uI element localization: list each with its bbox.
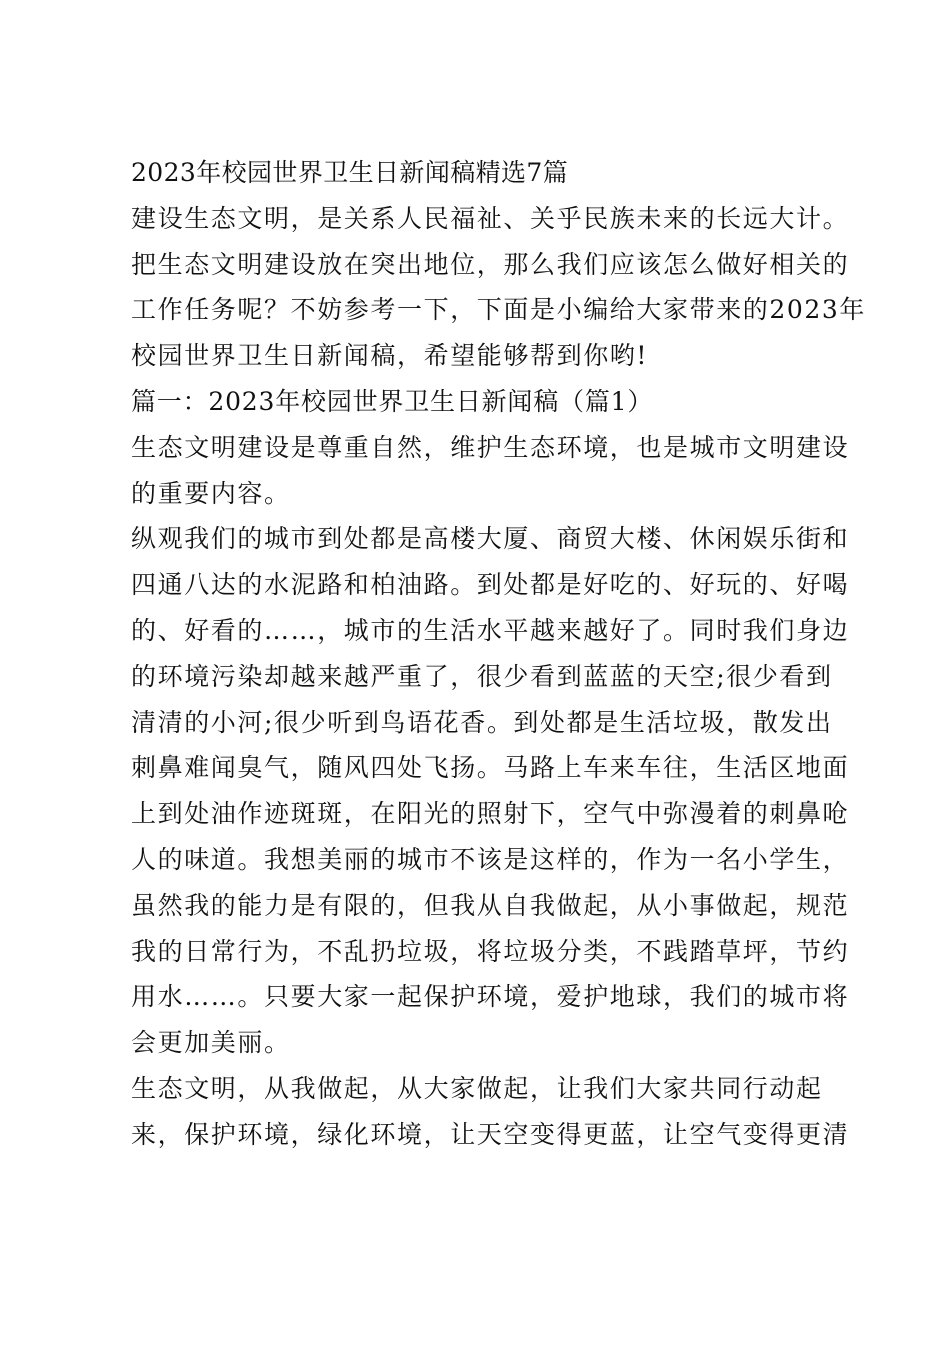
paragraph-line: 清清的小河;很少听到鸟语花香。到处都是生活垃圾，散发出 (131, 707, 833, 737)
intro-line: 把生态文明建设放在突出地位，那么我们应该怎么做好相关的 (131, 249, 850, 279)
paragraph-line: 的、好看的……，城市的生活水平越来越好了。同时我们身边 (131, 615, 850, 645)
intro-line: 建设生态文明，是关系人民福祉、关乎民族未来的长远大计。 (131, 203, 850, 233)
intro-paragraph (131, 196, 867, 379)
paragraph-line: 纵观我们的城市到处都是高楼大厦、商贸大楼、休闲娱乐街和 (131, 524, 850, 554)
document-body (131, 150, 867, 1158)
paragraph-line: 用水……。只要大家一起保护环境，爱护地球，我们的城市将 (131, 982, 850, 1012)
section-heading: 篇一：2023年校园世界卫生日新闻稿（篇1） (131, 386, 654, 416)
paragraph-line: 生态文明，从我做起，从大家做起，让我们大家共同行动起 (131, 1073, 823, 1103)
intro-line: 校园世界卫生日新闻稿，希望能够帮到你哟! (131, 341, 649, 371)
paragraph-line: 的重要内容。 (131, 478, 291, 508)
paragraph-line: 上到处油作迹斑斑，在阳光的照射下，空气中弥漫着的刺鼻呛 (131, 799, 850, 829)
paragraph-3 (131, 1066, 850, 1158)
paragraph-line: 我的日常行为，不乱扔垃圾，将垃圾分类，不践踏草坪，节约 (131, 936, 850, 966)
paragraph-line: 来，保护环境，绿化环境，让天空变得更蓝，让空气变得更清 (131, 1119, 850, 1149)
intro-line: 工作任务呢？不妨参考一下，下面是小编给大家带来的2023年 (131, 295, 867, 325)
paragraph-line: 刺鼻难闻臭气，随风四处飞扬。马路上车来车往，生活区地面 (131, 753, 850, 783)
document-title: 2023年校园世界卫生日新闻稿精选7篇 (131, 158, 569, 187)
paragraph-line: 虽然我的能力是有限的，但我从自我做起，从小事做起，规范 (131, 890, 850, 920)
paragraph-line: 人的味道。我想美丽的城市不该是这样的，作为一名小学生， (131, 844, 850, 874)
paragraph-line: 的环境污染却越来越严重了，很少看到蓝蓝的天空;很少看到 (131, 661, 833, 691)
paragraph-1 (131, 425, 850, 517)
paragraph-line: 生态文明建设是尊重自然，维护生态环境，也是城市文明建设 (131, 432, 850, 462)
paragraph-2 (131, 516, 850, 1066)
paragraph-line: 会更加美丽。 (131, 1028, 291, 1058)
paragraph-line: 四通八达的水泥路和柏油路。到处都是好吃的、好玩的、好喝 (131, 570, 850, 600)
